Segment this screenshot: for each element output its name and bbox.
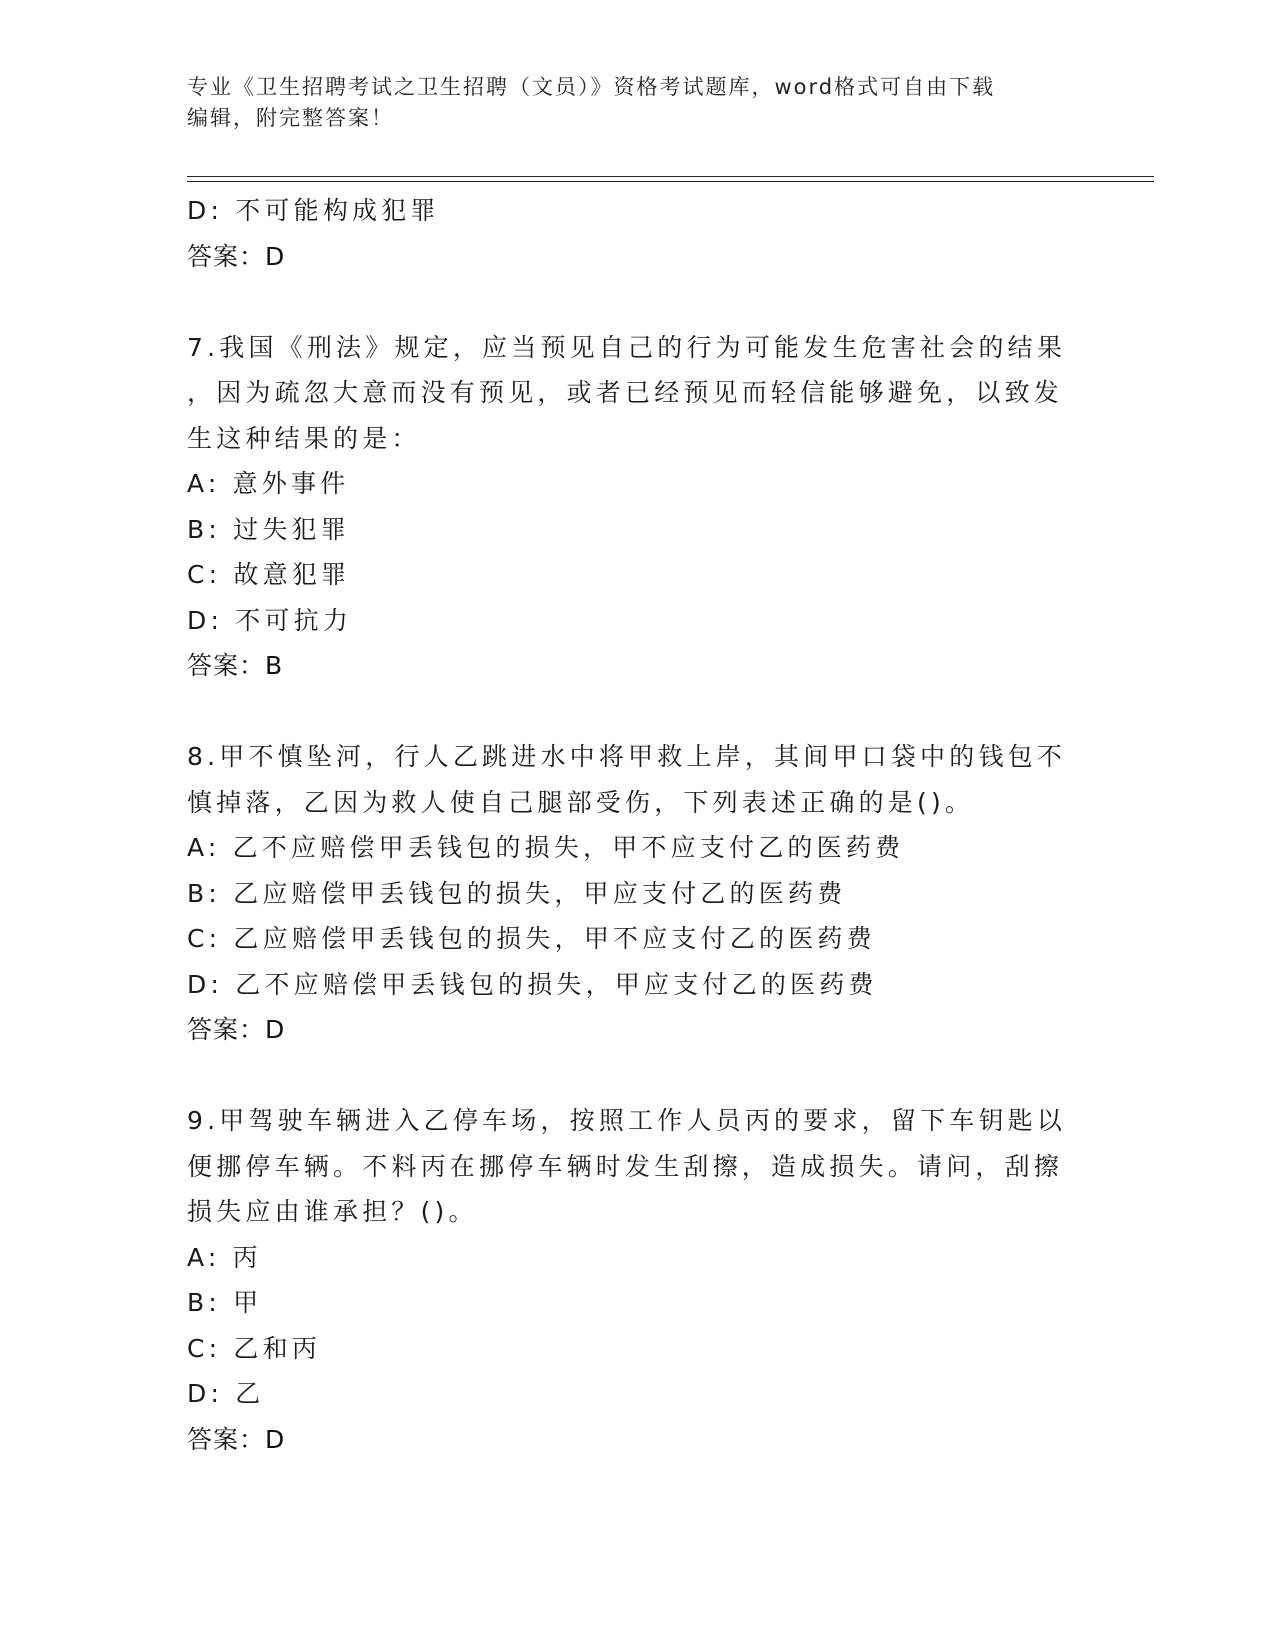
option-d: D: 乙不应赔偿甲丢钱包的损失，甲应支付乙的医药费 (187, 969, 878, 999)
question-stem-line: 7.我国《刑法》规定，应当预见自己的行为可能发生危害社会的结果 (187, 332, 1067, 362)
answer-line: 答案：B (187, 651, 284, 680)
question-stem-line: 便挪停车辆。不料丙在挪停车辆时发生刮擦，造成损失。请问，刮擦 (187, 1151, 1064, 1181)
question-7 (187, 325, 1067, 689)
question-stem-line: 8.甲不慎坠河，行人乙跳进水中将甲救上岸，其间甲口袋中的钱包不 (187, 742, 1067, 771)
option-d: D: 不可能构成犯罪 (187, 196, 440, 225)
answer-line: 答案：D (187, 241, 286, 271)
question-stem-line: 生这种结果的是： (187, 423, 421, 453)
option-d: D: 不可抗力 (187, 605, 353, 635)
option-a: A: 意外事件 (187, 469, 350, 498)
answer-line: 答案：D (187, 1424, 286, 1454)
spacer (187, 689, 1067, 735)
option-d: D: 乙 (187, 1379, 265, 1408)
question-stem-line: 9.甲驾驶车辆进入乙停车场，按照工作人员丙的要求，留下车钥匙以 (187, 1106, 1067, 1135)
option-b: B: 甲 (187, 1288, 263, 1317)
question-9 (187, 1098, 1067, 1462)
header-rule-top (187, 176, 1154, 177)
document-header (187, 72, 1067, 134)
option-c: C: 乙应赔偿甲丢钱包的损失，甲不应支付乙的医药费 (187, 924, 876, 953)
header-rule-bottom (187, 181, 1154, 182)
option-b: B: 乙应赔偿甲丢钱包的损失，甲应支付乙的医药费 (187, 878, 847, 908)
spacer (187, 279, 1067, 325)
answer-line: 答案：D (187, 1015, 286, 1044)
option-b: B: 过失犯罪 (187, 514, 350, 544)
option-a: A: 乙不应赔偿甲丢钱包的损失，甲不应支付乙的医药费 (187, 833, 905, 862)
document-body (187, 188, 1067, 1462)
question-stem-line: 损失应由谁承担？()。 (187, 1197, 478, 1226)
question-stem-line: 慎掉落，乙因为救人使自己腿部受伤，下列表述正确的是()。 (187, 787, 975, 817)
spacer (187, 1053, 1067, 1099)
question-stem-line: ，因为疏忽大意而没有预见，或者已经预见而轻信能够避免，以致发 (187, 378, 1064, 407)
header-line-1: 专业《卫生招聘考试之卫生招聘（文员）》资格考试题库，word格式可自由下载 (187, 75, 996, 99)
option-c: C: 乙和丙 (187, 1333, 322, 1363)
header-line-2: 编辑，附完整答案！ (187, 106, 394, 130)
option-a: A: 丙 (187, 1242, 262, 1272)
option-c: C: 故意犯罪 (187, 560, 351, 589)
question-8 (187, 734, 1067, 1053)
